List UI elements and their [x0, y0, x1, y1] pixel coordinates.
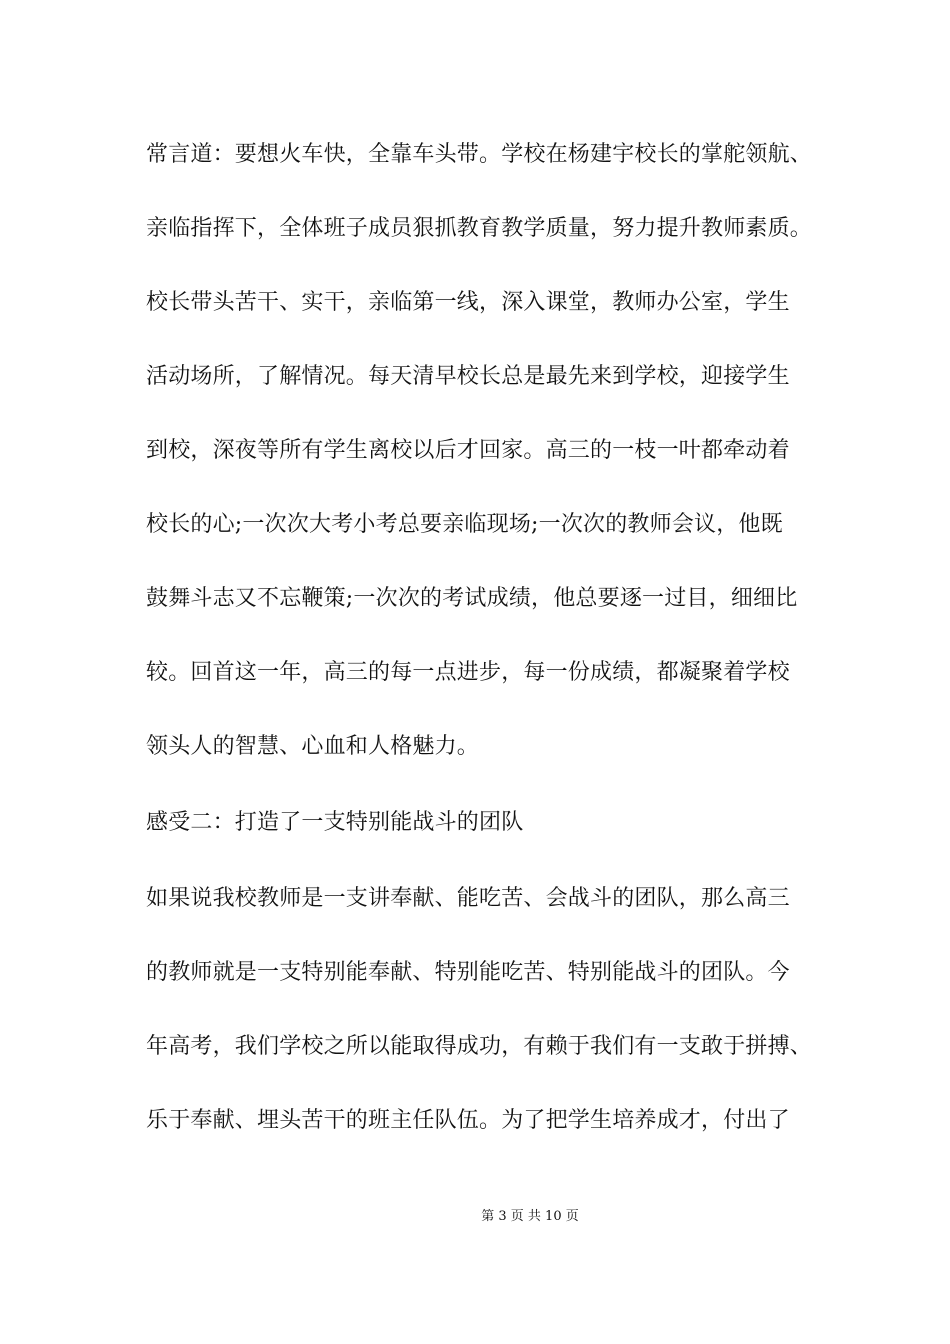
page-number-footer: 第 3 页 共 10 页 — [481, 1209, 579, 1224]
body-text-line: 校长带头苦干、实干，亲临第一线，深入课堂，教师办公室，学生 — [146, 290, 790, 315]
body-text-line: 校长的心;一次次大考小考总要亲临现场;一次次的教师会议，他既 — [146, 512, 783, 537]
body-text-line: 领头人的智慧、心血和人格魅力。 — [146, 734, 480, 759]
body-text-line: 较。回首这一年，高三的每一点进步，每一份成绩，都凝聚着学校 — [146, 660, 790, 685]
body-text-line: 常言道：要想火车快，全靠车头带。学校在杨建宇校长的掌舵领航、 — [146, 142, 813, 167]
body-text-line: 的教师就是一支特别能奉献、特别能吃苦、特别能战斗的团队。今 — [146, 960, 790, 985]
body-text-line: 年高考，我们学校之所以能取得成功，有赖于我们有一支敢于拼搏、 — [146, 1034, 813, 1059]
body-text-line: 鼓舞斗志又不忘鞭策;一次次的考试成绩，他总要逐一过目，细细比 — [146, 586, 798, 611]
body-text-line: 到校，深夜等所有学生离校以后才回家。高三的一枝一叶都牵动着 — [146, 438, 790, 463]
section-heading: 感受二：打造了一支特别能战斗的团队 — [146, 810, 524, 835]
body-text-line: 亲临指挥下，全体班子成员狠抓教育教学质量，努力提升教师素质。 — [146, 216, 813, 241]
body-text-line: 活动场所，了解情况。每天清早校长总是最先来到学校，迎接学生 — [146, 364, 790, 389]
body-text-line: 乐于奉献、埋头苦干的班主任队伍。为了把学生培养成才，付出了 — [146, 1108, 790, 1133]
body-text-line: 如果说我校教师是一支讲奉献、能吃苦、会战斗的团队，那么高三 — [146, 886, 790, 911]
